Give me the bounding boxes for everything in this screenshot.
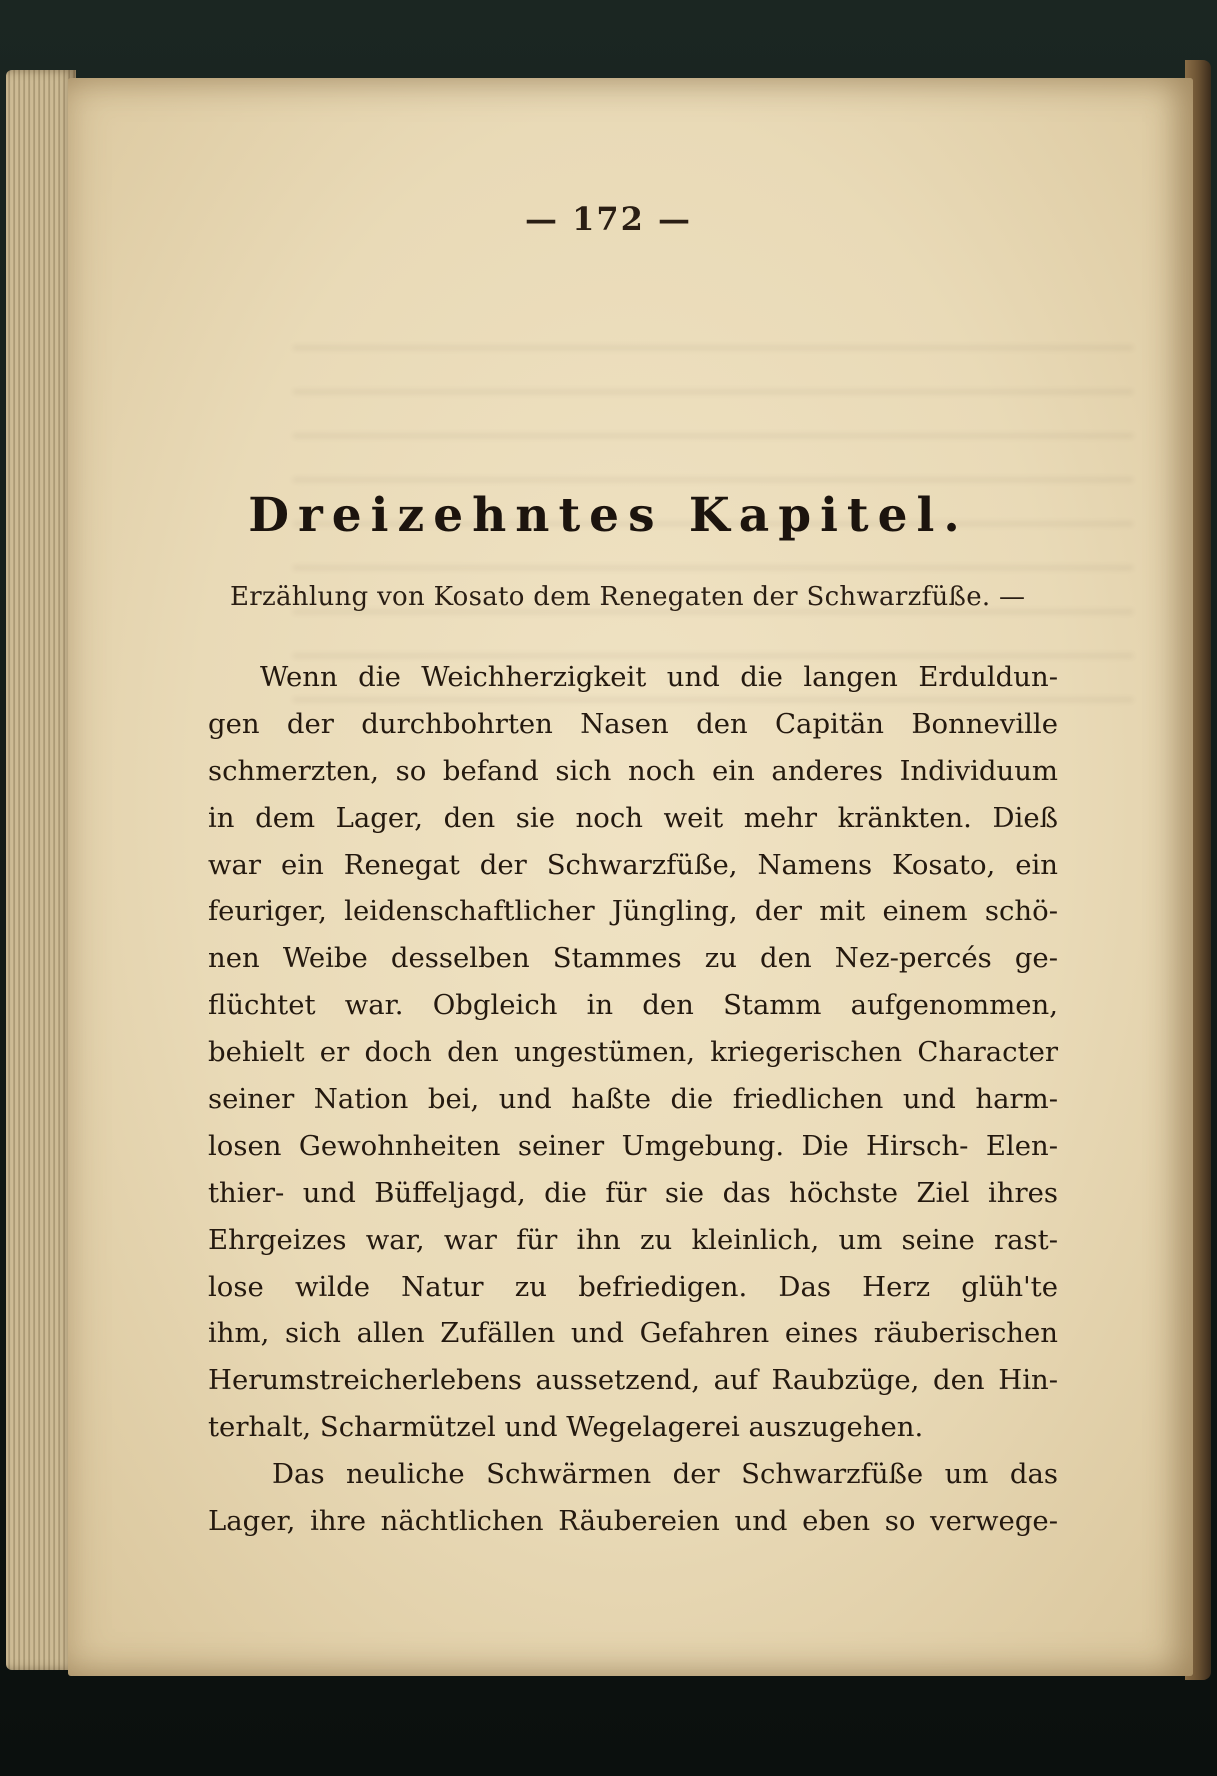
text-line: lose wilde Natur zu befriedigen. Das Herz glüh'te [208,1270,1058,1303]
book-page-edges-left [6,70,76,1670]
text-line: Das neuliche Schwärmen der Schwarzfüße um das [272,1458,1058,1491]
text-line: schmerzten, so befand sich noch ein anderes Individuum [208,754,1058,787]
text-line: Ehrgeizes war, war für ihn zu kleinlich, um seine rast- [208,1223,1058,1256]
text-line: feuriger, leidenschaftlicher Jüngling, der mit einem schö- [208,895,1058,928]
text-line: ihm, sich allen Zufällen und Gefahren eines räuberischen [208,1317,1058,1350]
page-number: — 172 — [524,200,693,238]
text-line: gen der durchbohrten Nasen den Capitän Bonneville [208,707,1058,740]
text-line: seiner Nation bei, und haßte die friedlichen und harm- [208,1083,1058,1116]
text-line: nen Weibe desselben Stammes zu den Nez-percés ge- [208,942,1058,975]
body-text [208,654,1058,1545]
chapter-title: Dreizehntes Kapitel. [248,488,969,543]
text-line: war ein Renegat der Schwarzfüße, Namens Kosato, ein [208,848,1058,881]
text-line: Lager, ihre nächtlichen Räubereien und eben so verwege- [208,1505,1058,1538]
text-line: behielt er doch den ungestümen, kriegerischen Character [208,1036,1058,1069]
text-line: Wenn die Weichherzigkeit und die langen Erduldun- [260,661,1058,693]
text-line: in dem Lager, den sie noch weit mehr kränkten. Dieß [208,801,1058,834]
chapter-subtitle: Erzählung von Kosato dem Renegaten der Schwarzfüße. — [230,582,1026,612]
text-line: flüchtet war. Obgleich in den Stamm aufgenommen, [208,989,1058,1022]
text-line: terhalt, Scharmützel und Wegelagerei auszugehen. [208,1411,924,1444]
text-line: losen Gewohnheiten seiner Umgebung. Die Hirsch- Elen- [208,1129,1058,1162]
text-line: thier- und Büffeljagd, die für sie das höchste Ziel ihres [208,1176,1058,1209]
text-line: Herumstreicherlebens aussetzend, auf Raubzüge, den Hin- [208,1364,1058,1397]
